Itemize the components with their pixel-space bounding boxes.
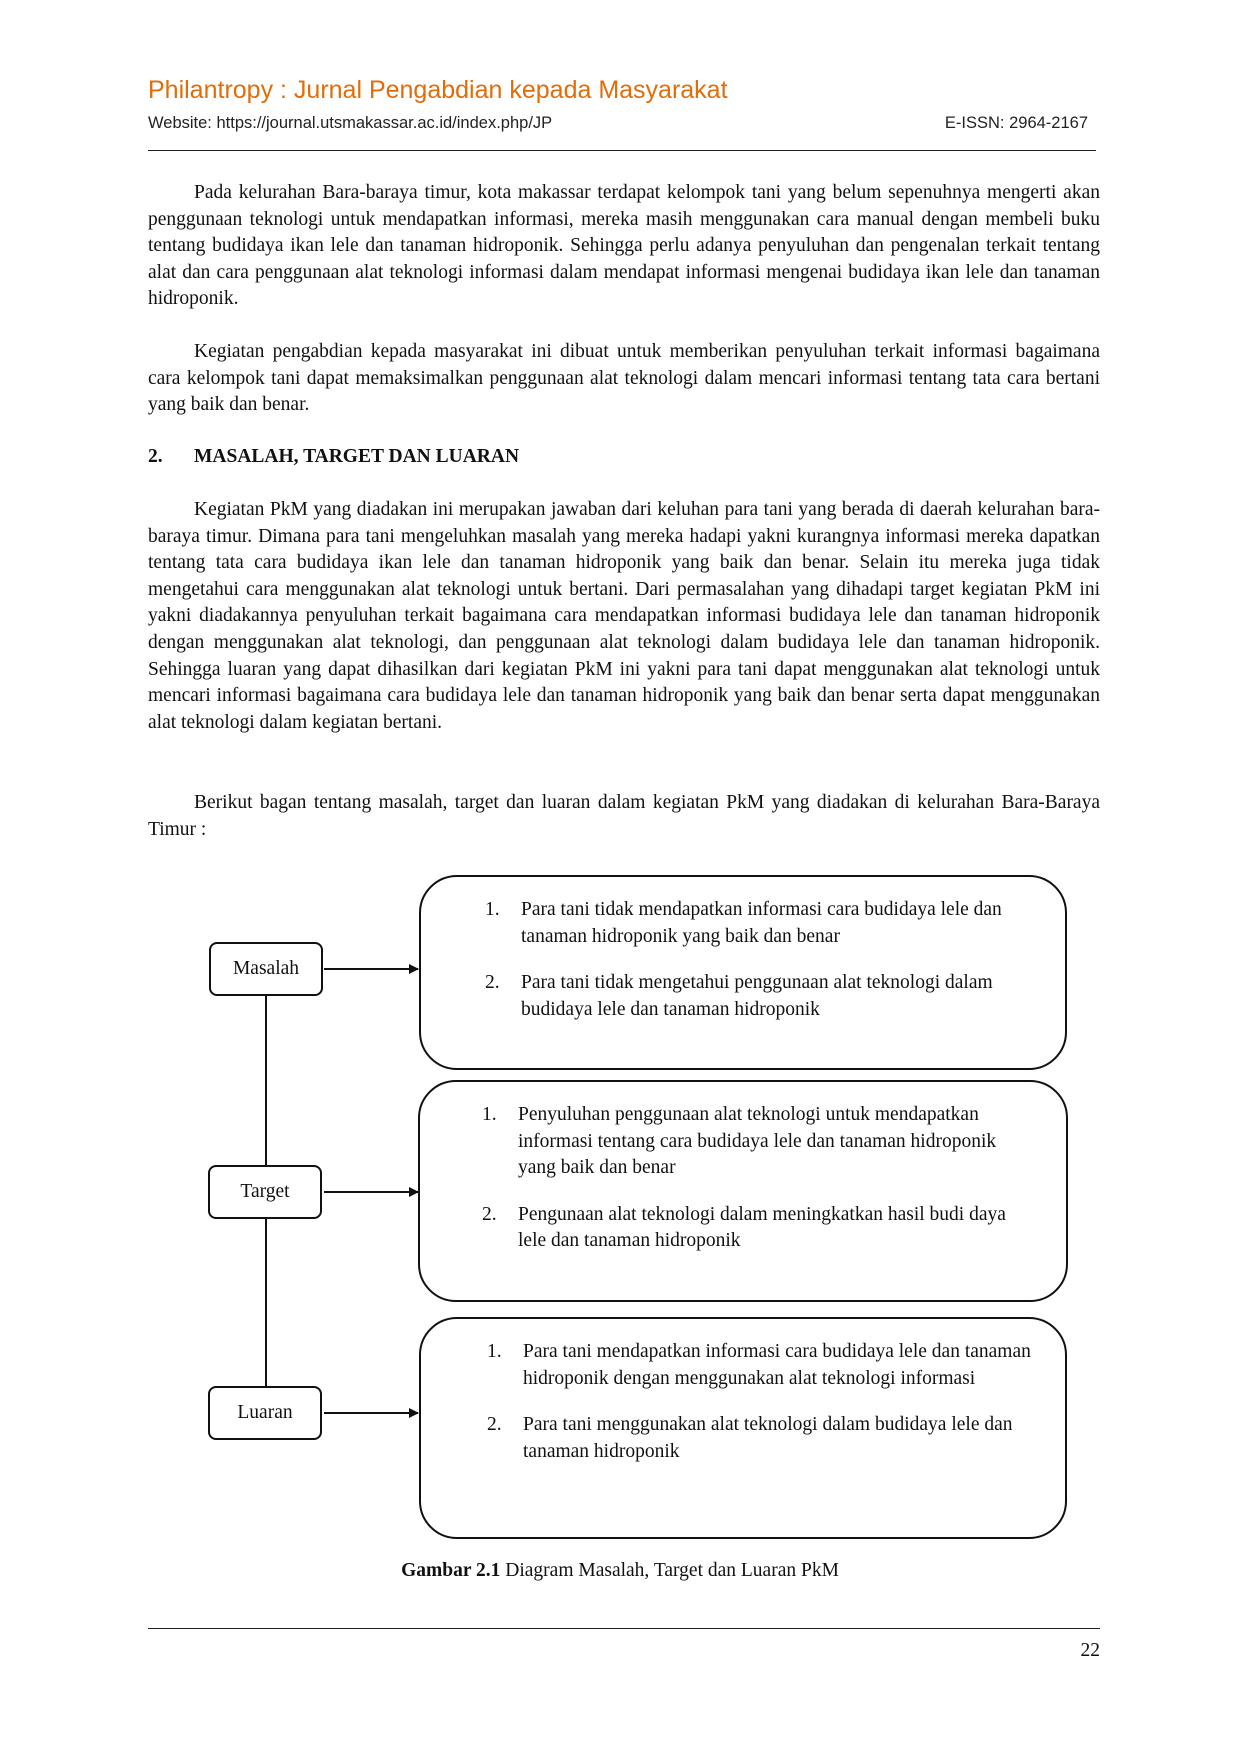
list-item: 1. Para tani mendapatkan informasi cara budidaya lele dan tanaman hidroponik dengan menggunakan alat teknologi informasi bbox=[487, 1341, 1031, 1389]
label-masalah: Masalah bbox=[209, 942, 323, 996]
list-item: 2. Para tani menggunakan alat teknologi dalam budidaya lele dan tanaman hidroponik bbox=[487, 1414, 1013, 1462]
luaran-list bbox=[487, 1339, 1041, 1465]
section-heading bbox=[148, 446, 519, 468]
label-target: Target bbox=[208, 1165, 322, 1219]
paragraph-4: Berikut bagan tentang masalah, target dan luaran dalam kegiatan PkM yang diadakan di kelurahan Bara-Baraya Timur : bbox=[148, 792, 1100, 840]
section-number: 2. bbox=[148, 446, 163, 467]
caption-text: Diagram Masalah, Target dan Luaran PkM bbox=[500, 1560, 839, 1581]
list-item: 1. Penyuluhan penggunaan alat teknologi untuk mendapatkan informasi tentang cara budidaya lele dan tanaman hidroponik yang baik dan benar bbox=[482, 1104, 997, 1178]
journal-title: Philantropy : Jurnal Pengabdian kepada Masyarakat bbox=[148, 76, 728, 104]
caption-label: Gambar 2.1 bbox=[401, 1560, 501, 1581]
section-title: MASALAH, TARGET DAN LUARAN bbox=[194, 446, 520, 467]
masalah-list bbox=[485, 897, 1035, 1023]
target-box bbox=[418, 1080, 1068, 1302]
target-list bbox=[482, 1102, 1036, 1255]
list-item: 1. Para tani tidak mendapatkan informasi cara budidaya lele dan tanaman hidroponik yang baik dan benar bbox=[485, 899, 1002, 947]
paragraph-2: Kegiatan pengabdian kepada masyarakat ini dibuat untuk memberikan penyuluhan terkait informasi bagaimana cara kelompok tani dapat memaksimalkan penggunaan alat teknologi dalam mencari informasi tentang tata cara bertani yang baik dan benar. bbox=[148, 341, 1100, 416]
label-luaran: Luaran bbox=[208, 1386, 322, 1440]
paragraph-1: Pada kelurahan Bara-baraya timur, kota makassar terdapat kelompok tani yang belum sepenuhnya mengerti akan penggunaan teknologi untuk mendapatkan informasi, mereka masih menggunakan cara manual dengan membeli buku tentang budidaya ikan lele dan tanaman hidroponik. Sehingga perlu adanya penyuluhan dan pengenalan terkait tentang alat dan cara penggunaan alat teknologi informasi dalam mendapat informasi mengenai budidaya ikan lele dan tanaman hidroponik. bbox=[148, 182, 1100, 310]
list-item: 2. Pengunaan alat teknologi dalam meningkatkan hasil budi daya lele dan tanaman hidroponik bbox=[482, 1203, 1006, 1251]
journal-website: Website: https://journal.utsmakassar.ac.id/index.php/JP bbox=[148, 114, 553, 132]
header-rule bbox=[148, 150, 1096, 151]
footer-rule bbox=[148, 1628, 1100, 1629]
page-number: 22 bbox=[1080, 1640, 1100, 1661]
journal-issn: E-ISSN: 2964-2167 bbox=[944, 114, 1088, 132]
masalah-box bbox=[419, 875, 1067, 1070]
list-item: 2. Para tani tidak mengetahui penggunaan alat teknologi dalam budidaya lele dan tanaman hidroponik bbox=[485, 972, 993, 1020]
paragraph-3: Kegiatan PkM yang diadakan ini merupakan jawaban dari keluhan para tani yang berada di daerah kelurahan bara-baraya timur. Dimana para tani mengeluhkan masalah yang mereka hadapi yakni kurangnya informasi mereka dapatkan tentang tata cara budidaya ikan lele dan tanaman hidroponik yang baik dan benar. Selain itu mereka juga tidak mengetahui cara menggunakan alat teknologi untuk bertani. Dari permasalahan yang dihadapi target kegiatan PkM ini yakni diadakannya penyuluhan terkait bagaimana cara mendapatkan informasi budidaya lele dan tanaman hidroponik dengan menggunakan alat teknologi, dan penggunaan alat teknologi dalam budidaya lele dan tanaman hidroponik. Sehingga luaran yang dapat dihasilkan dari kegiatan PkM ini yakni para tani dapat menggunakan alat teknologi untuk mencari informasi bagaimana cara budidaya lele dan tanaman hidroponik yang baik dan benar serta dapat menggunakan alat teknologi dalam kegiatan bertani. bbox=[148, 499, 1100, 733]
figure-caption bbox=[0, 1560, 1240, 1582]
luaran-box bbox=[419, 1317, 1067, 1539]
